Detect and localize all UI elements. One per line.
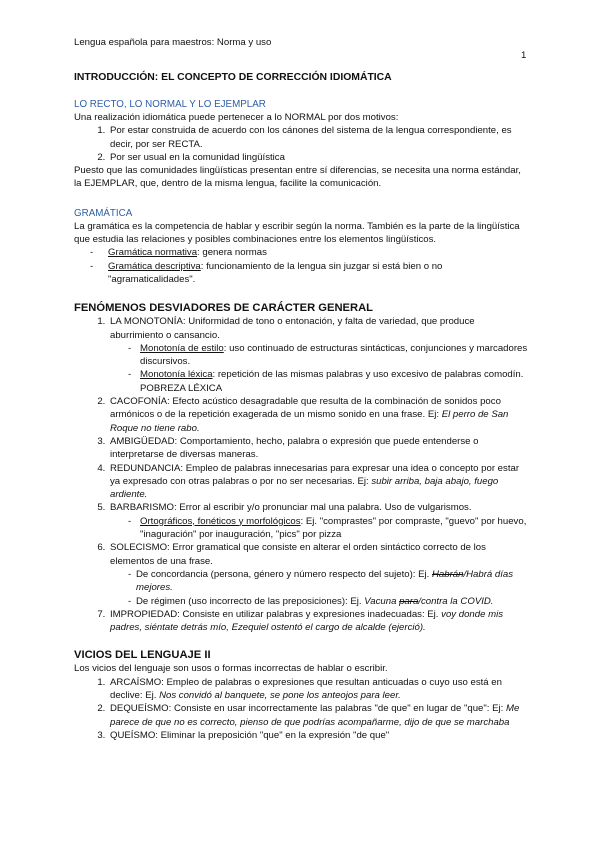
running-header: Lengua española para maestros: Norma y uso	[74, 37, 272, 48]
gramatica-paragraph: La gramática es la competencia de hablar y escribir según la norma. También es la parte de la lingüística que estudia las relaciones y posibles combinaciones entre los elementos lingüísticos.	[74, 220, 520, 246]
vicios-list	[74, 676, 529, 742]
intro-list	[74, 124, 529, 164]
list-item: 6. SOLECISMO: Error gramatical que consiste en alterar el orden sintáctico correcto de los elementos de una frase. - De concordancia (persona, género y número respecto del sujeto): Ej. Habrán/Habrá días mejores. - De régimen (uso incorrecto de las preposiciones): Ej. Vacuna para/contra la COVID.	[108, 541, 529, 607]
gramatica-subheading: GRAMÁTICA	[74, 207, 133, 219]
list-item: 5. BARBARISMO: Error al escribir y/o pronunciar mal una palabra. Uso de vulgarismos. - Ortográficos, fonéticos y morfológicos: Ej. "comprastes" por compraste, "guevo" por huevo, "inaguración" por inauguración, "pics" por pizza	[108, 501, 529, 541]
term: Gramática descriptiva	[108, 260, 201, 272]
list-item: 2. CACOFONÍA: Efecto acústico desagradable que resulta de la combinación de sonidos poco armónicos o de la repetición exagerada de un mismo sonido en una frase. Ej: El perro de San Roque no tiene rabo.	[108, 395, 529, 435]
list-item: 7. IMPROPIEDAD: Consiste en utilizar palabras y expresiones inadecuadas: Ej. voy donde mis padres, siéntate detrás mío, Ezequiel ostentó el cargo de alcalde (ejerció).	[108, 608, 529, 635]
sub-item: - Monotonía de estilo: uso continuado de estructuras sintácticas, conjunciones y marcadores discursivos.	[110, 342, 529, 369]
sub-item: - De concordancia (persona, género y número respecto del sujeto): Ej. Habrán/Habrá días mejores.	[110, 568, 529, 595]
term: Gramática normativa	[108, 247, 198, 259]
gramatica-list	[74, 246, 529, 286]
list-item: 1. ARCAÍSMO: Empleo de palabras o expresiones que resultan anticuadas o cuyo uso está en declive: Ej. Nos convidó al banquete, se pone los anteojos para leer.	[108, 676, 529, 703]
vicios-heading: VICIOS DEL LENGUAJE II	[74, 649, 211, 662]
list-item: 2. Por ser usual en la comunidad lingüística	[108, 151, 529, 164]
list-item: - Gramática descriptiva: funcionamiento de la lengua sin juzgar si está bien o no "agramaticalidades".	[74, 260, 529, 287]
sub-list	[110, 568, 529, 608]
list-item: - Gramática normativa: genera normas	[74, 246, 529, 259]
fenomenos-list	[74, 315, 529, 634]
list-item: 3. AMBIGÜEDAD: Comportamiento, hecho, palabra o expresión que puede entenderse o interpretarse de diversas maneras.	[108, 435, 529, 462]
intro-closing: Puesto que las comunidades lingüísticas presentan entre sí diferencias, se necesita una norma estándar, la EJEMPLAR, que, dentro de la misma lengua, facilite la comunicación.	[74, 165, 521, 190]
list-item: 4. REDUNDANCIA: Empleo de palabras innecesarias para expresar una idea o concepto por estar ya expresado con otras palabras o por no ser necesarias. Ej: subir arriba, baja abajo, fuego ardiente.	[108, 462, 529, 502]
fenomenos-heading: FENÓMENOS DESVIADORES DE CARÁCTER GENERAL	[74, 302, 373, 315]
page-number: 1	[521, 50, 527, 61]
sub-list	[110, 342, 529, 395]
sub-list	[110, 515, 529, 542]
sub-item: - Monotonía léxica: repetición de las mismas palabras y uso excesivo de palabras comodín. POBREZA LÉXICA	[110, 368, 529, 395]
document-body	[74, 71, 529, 742]
sub-item: - Ortográficos, fonéticos y morfológicos: Ej. "comprastes" por compraste, "guevo" por huevo, "inaguración" por inauguración, "pics" por pizza	[110, 515, 529, 542]
list-item: 3. QUEÍSMO: Eliminar la preposición "que" en la expresión "de que"	[108, 729, 529, 742]
list-item: 2. DEQUEÍSMO: Consiste en usar incorrectamente las palabras "de que" en lugar de "que": Ej: Me parece de que no es correcto, pienso de que podrías acompañarme, dijo de que se marchaba	[108, 702, 529, 729]
intro-subheading: LO RECTO, LO NORMAL Y LO EJEMPLAR	[74, 99, 266, 110]
list-item: 1. LA MONOTONÍA: Uniformidad de tono o entonación, y falta de variedad, que produce aburrimiento o cansancio. - Monotonía de estilo: uso continuado de estructuras sintácticas, conjunciones y marcadores discursivos. - Monotonía léxica: repetición de las mismas palabras y uso excesivo de palabras comodín. POBREZA LÉXICA	[108, 315, 529, 395]
vicios-paragraph: Los vicios del lenguaje son usos o formas incorrectas de hablar o escribir.	[74, 663, 388, 675]
list-item: 1. Por estar construida de acuerdo con los cánones del sistema de la lengua correspondiente, es decir, por ser RECTA.	[108, 124, 529, 151]
sub-item: - De régimen (uso incorrecto de las preposiciones): Ej. Vacuna para/contra la COVID.	[110, 595, 529, 608]
intro-heading: INTRODUCCIÓN: EL CONCEPTO DE CORRECCIÓN IDIOMÁTICA	[74, 72, 392, 83]
intro-paragraph: Una realización idiomática puede pertenecer a lo NORMAL por dos motivos:	[74, 112, 399, 123]
